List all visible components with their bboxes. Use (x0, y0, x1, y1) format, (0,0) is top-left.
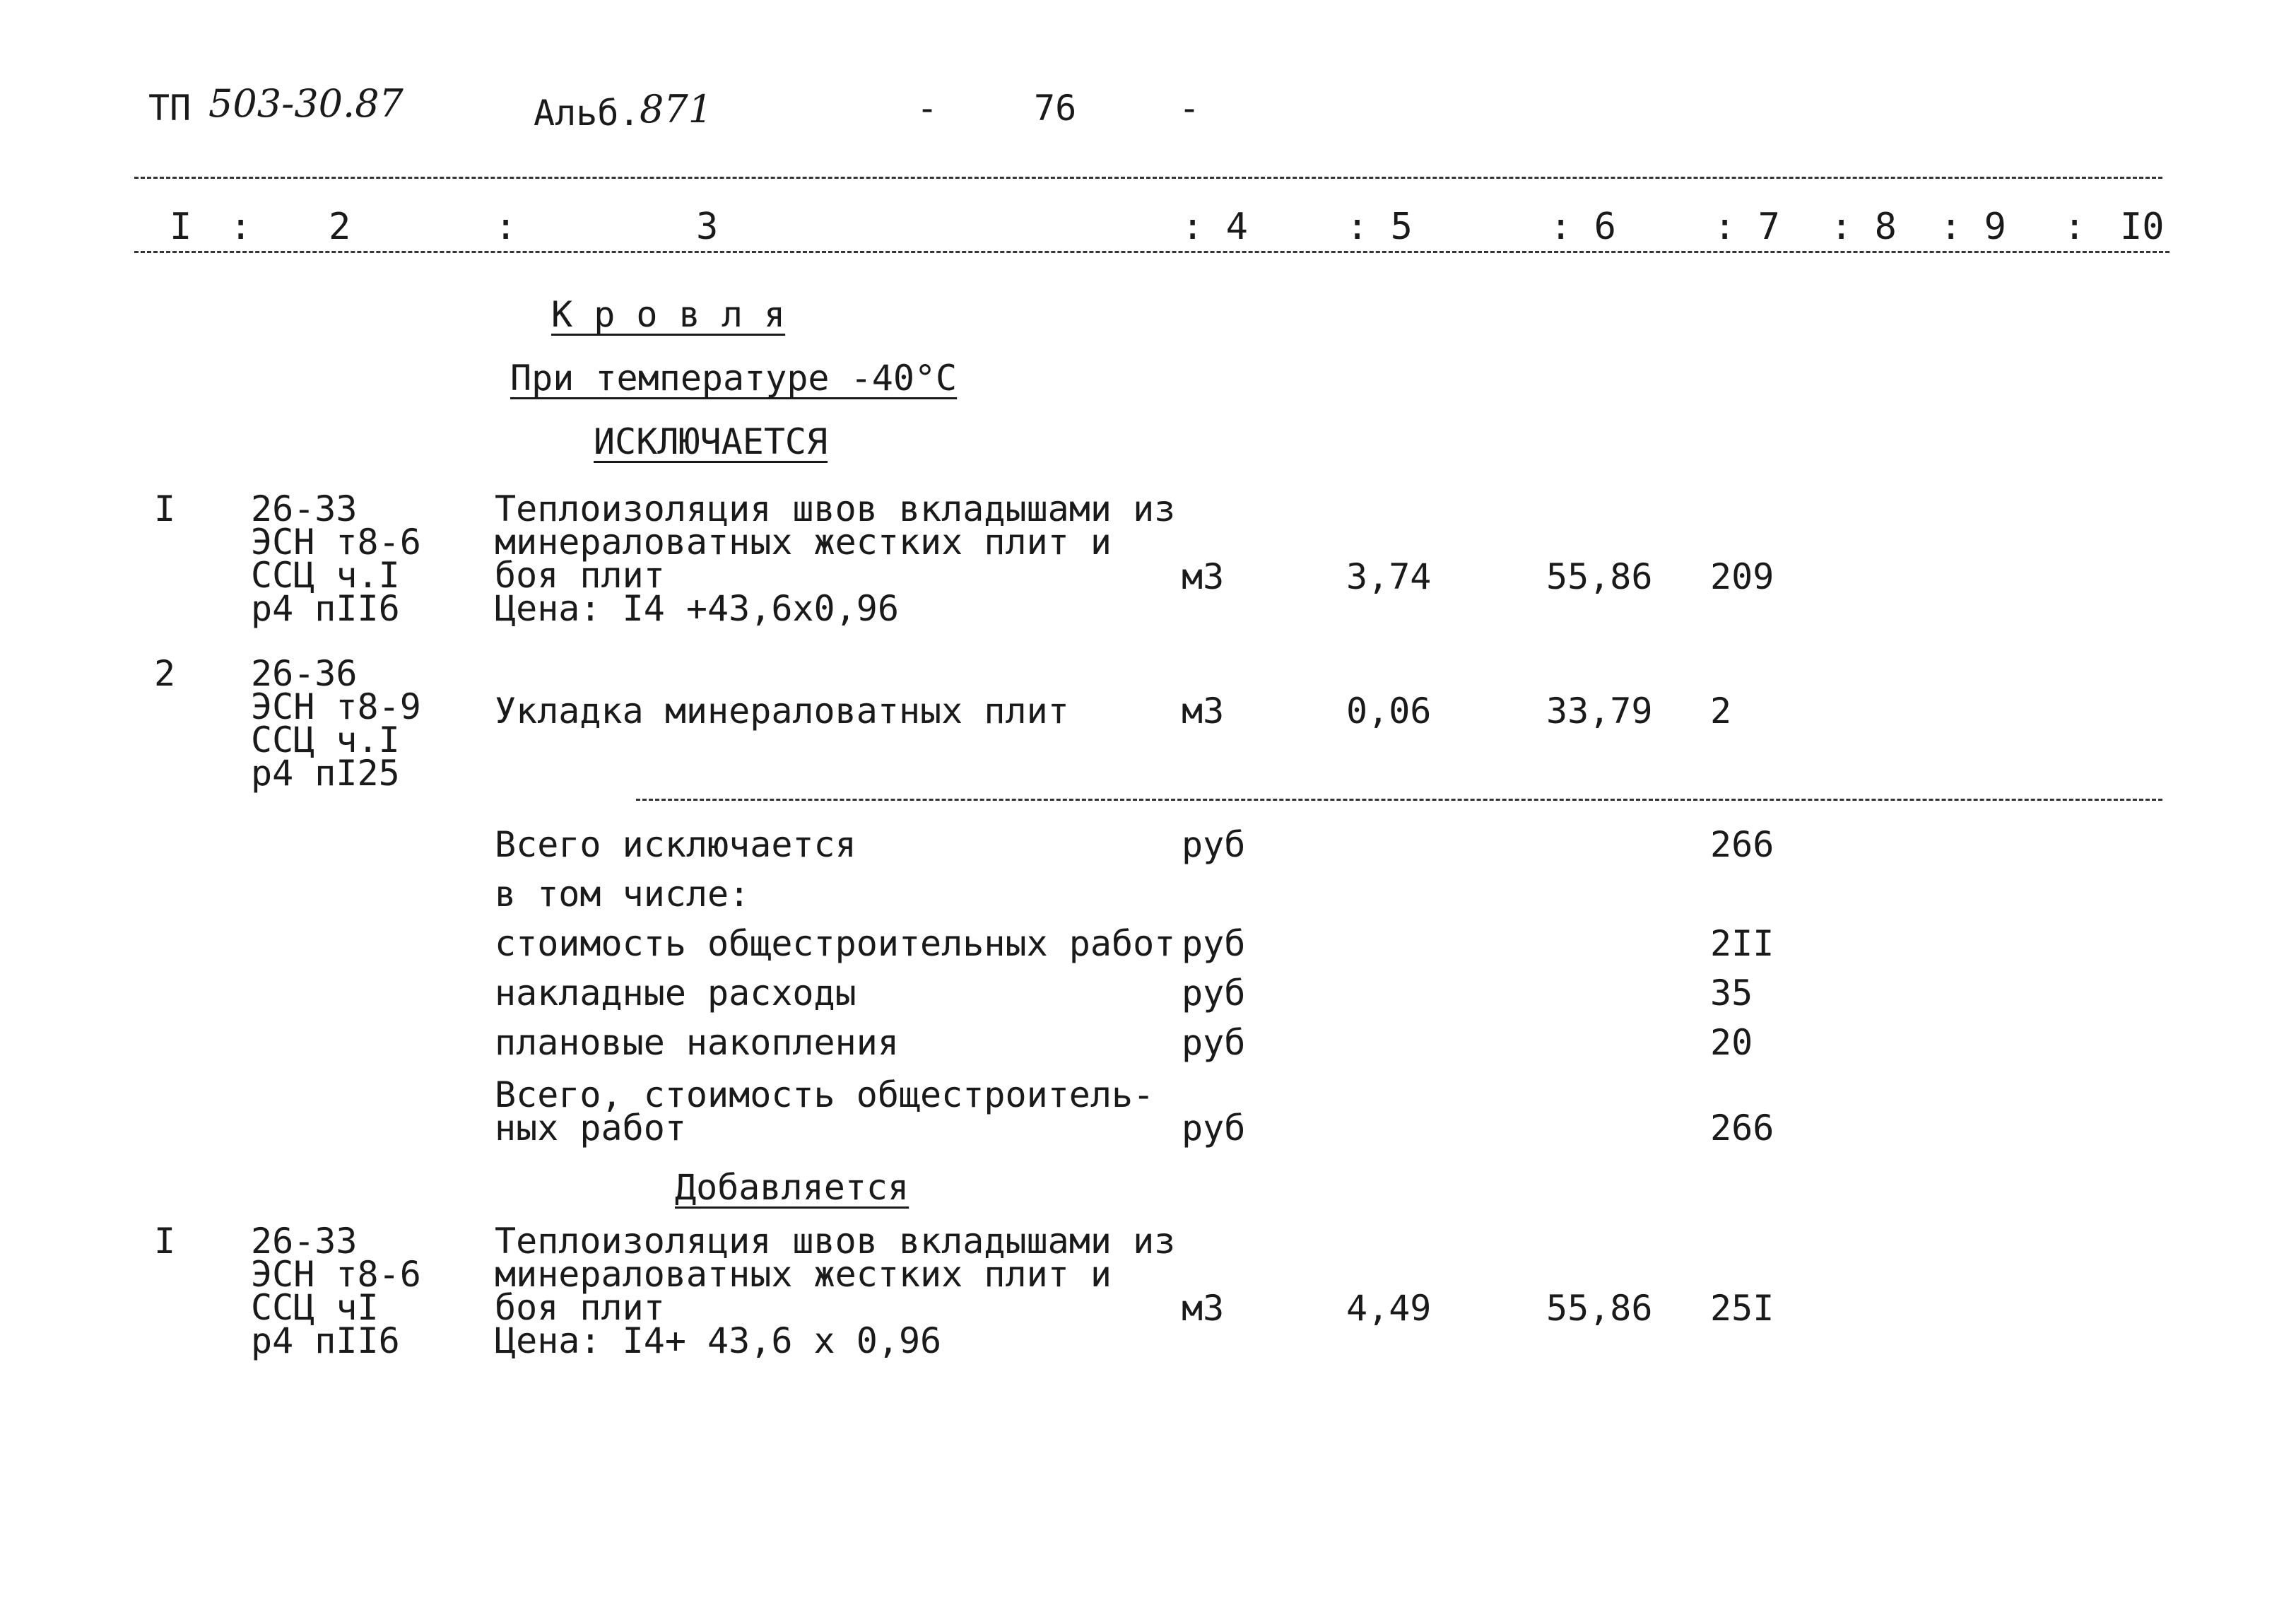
summary-label: Всего, стоимость общестроитель- ных работ (495, 1074, 1155, 1149)
summary-label: плановые накопления (495, 1022, 899, 1063)
col-sep: : (230, 206, 252, 248)
col-header-8: : 8 (1830, 206, 1897, 248)
summary-unit: руб (1182, 1108, 1246, 1149)
row-total: 209 (1710, 556, 1774, 597)
row-number: 2 (154, 653, 176, 694)
header-rule-top (134, 177, 2162, 179)
summary-label: стоимость общестроительных работ (495, 923, 1176, 964)
summary-unit: руб (1182, 973, 1246, 1014)
page-number: 76 (1034, 88, 1077, 129)
summary-unit: руб (1182, 1022, 1246, 1063)
summary-total: 266 (1710, 824, 1774, 865)
album-label: Альб. (534, 93, 640, 134)
summary-total: 266 (1710, 1108, 1774, 1149)
col-header-5: : 5 (1346, 206, 1413, 248)
album-handwritten: 871 (640, 87, 713, 131)
section-subtitle: При температуре -40°С (510, 358, 958, 399)
summary-total: 20 (1710, 1022, 1753, 1063)
summary-label: в том числе: (495, 874, 750, 915)
page-dash-right: - (1179, 88, 1201, 129)
col-header-7: : 7 (1714, 206, 1780, 248)
summary-label: накладные расходы (495, 973, 856, 1014)
col-header-9: : 9 (1940, 206, 2006, 248)
col-header-6: : 6 (1550, 206, 1616, 248)
col-sep: : (495, 206, 517, 248)
row-price: 55,86 (1546, 1288, 1653, 1329)
row-code: 26-33 ЭСН т8-6 ССЦ чI р4 пII6 (251, 1221, 421, 1361)
doc-code: ТП (148, 88, 192, 129)
row-number: I (154, 1221, 176, 1262)
row-price: 55,86 (1546, 556, 1653, 597)
row-unit: м3 (1182, 1288, 1225, 1329)
col-header-2: 2 (329, 206, 351, 248)
col-header-1: I (170, 206, 192, 248)
col-header-10: I0 (2120, 206, 2165, 248)
row-description: Укладка минераловатных плит (495, 691, 1069, 732)
row-unit: м3 (1182, 691, 1225, 732)
section-title: К р о в л я (551, 294, 786, 335)
row-total: 25I (1710, 1288, 1774, 1329)
doc-code-handwritten: 503-30.87 (208, 81, 404, 126)
summary-total: 2II (1710, 923, 1774, 964)
row-quantity: 0,06 (1346, 691, 1432, 732)
row-description: Теплоизоляция швов вкладышами из минераловатных жестких плит и боя плит Цена: I4 +43,6х0,96 (495, 488, 1176, 629)
row-code: 26-33 ЭСН т8-6 ССЦ ч.I р4 пII6 (251, 488, 421, 629)
page-dash-left: - (917, 88, 938, 129)
summary-unit: руб (1182, 824, 1246, 865)
row-number: I (154, 488, 176, 529)
summary-label: Всего исключается (495, 824, 856, 865)
header-rule-bottom (134, 251, 2170, 253)
summary-total: 35 (1710, 973, 1753, 1014)
col-header-4: : 4 (1182, 206, 1248, 248)
row-price: 33,79 (1546, 691, 1653, 732)
summary-unit: руб (1182, 923, 1246, 964)
totals-rule (636, 799, 2162, 801)
row-description: Теплоизоляция швов вкладышами из минераловатных жестких плит и боя плит Цена: I4+ 43,6 х 0,96 (495, 1221, 1176, 1361)
col-sep: : (2064, 206, 2086, 248)
excluded-heading: ИСКЛЮЧАЕТСЯ (594, 421, 828, 462)
col-header-3: 3 (696, 206, 719, 248)
row-quantity: 4,49 (1346, 1288, 1432, 1329)
added-heading: Добавляется (675, 1167, 909, 1208)
row-quantity: 3,74 (1346, 556, 1432, 597)
row-unit: м3 (1182, 556, 1225, 597)
row-code: 26-36 ЭСН т8-9 ССЦ ч.I р4 пI25 (251, 653, 421, 794)
row-total: 2 (1710, 691, 1732, 732)
